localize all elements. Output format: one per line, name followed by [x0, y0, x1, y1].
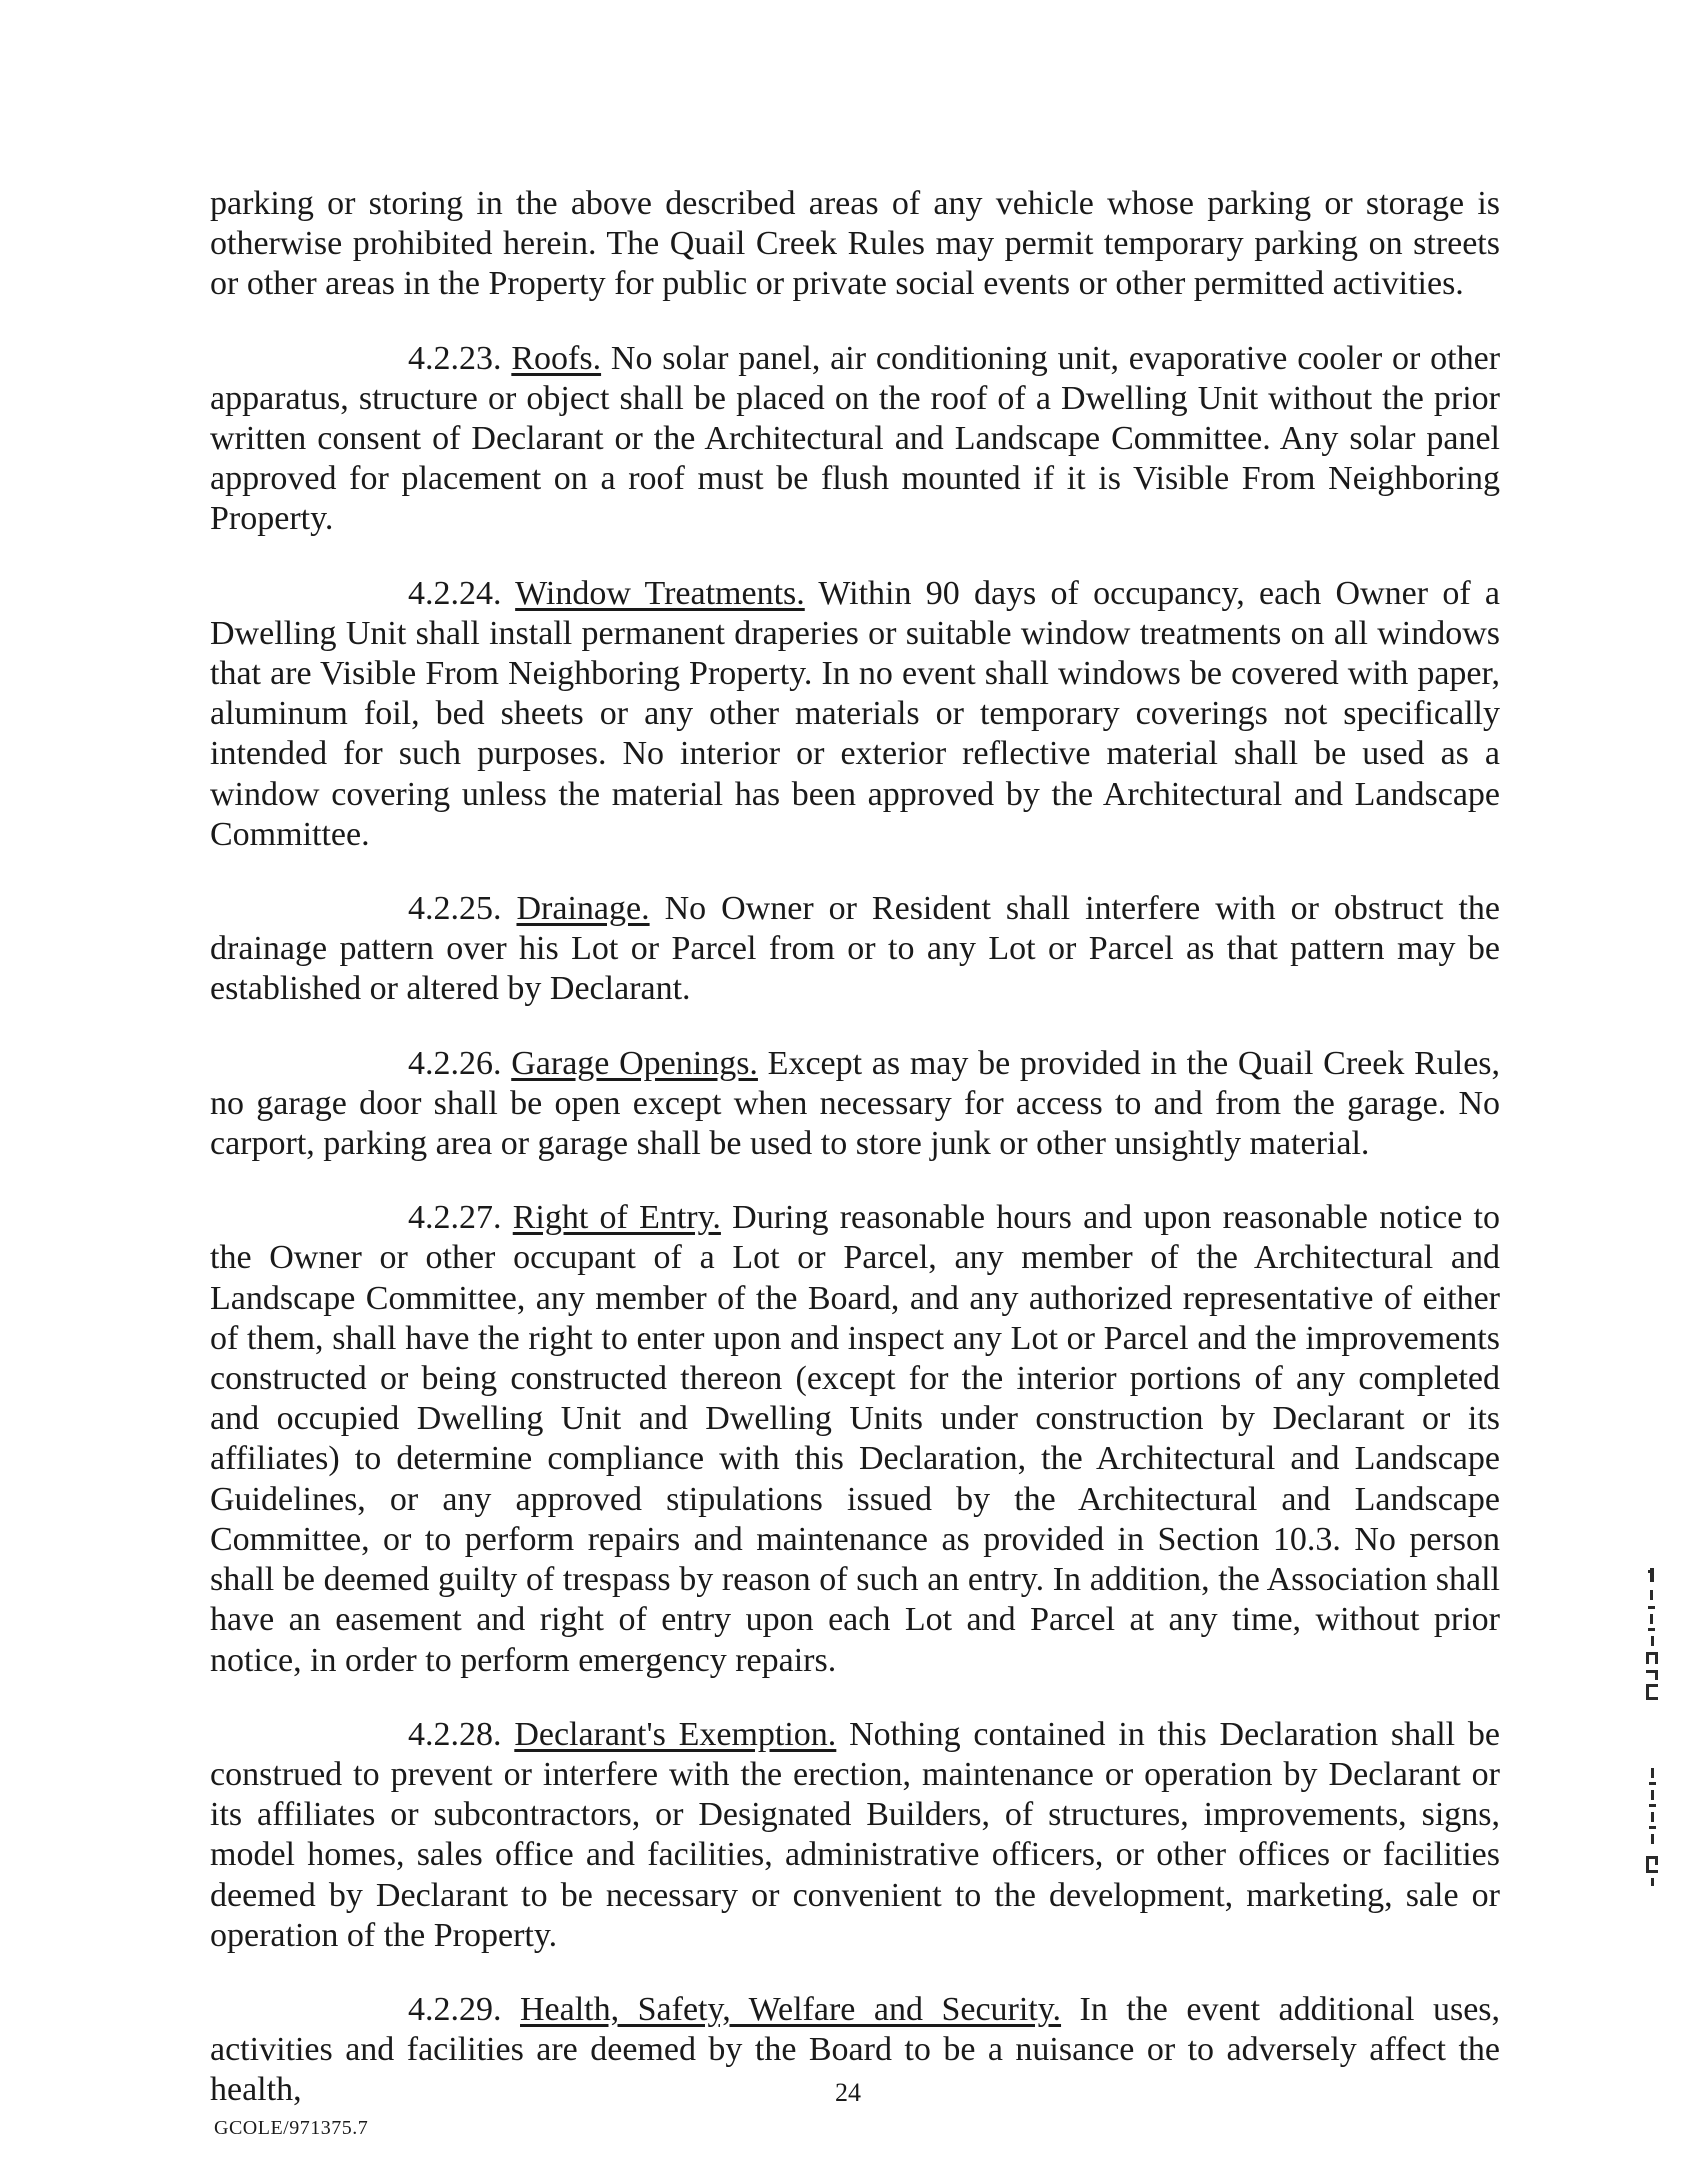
- section-heading: Garage Openings.: [511, 1044, 758, 1082]
- section-text: Except as may be provided in the Quail Creek Rules, no garage door shall be open except when necessary for access to and from the garage. No carport, parking area or garage shall be used to store junk or other unsightly material.: [210, 1044, 1501, 1163]
- section-4-2-23-roofs: [210, 339, 1500, 540]
- section-4-2-24-window-treatments: [210, 574, 1500, 855]
- section-text: Within 90 days of occupancy, each Owner of a Dwelling Unit shall install permanent draperies or suitable window treatments on all windows that are Visible From Neighboring Property. In no event shall windows be covered with paper, aluminum foil, bed sheets or any other materials or temporary coverings not specifically intended for such purposes. No interior or exterior reflective material shall be used as a window covering unless the material has been approved by the Architectural and Landscape Committee.: [210, 574, 1500, 853]
- section-heading: Window Treatments.: [515, 574, 805, 612]
- section-heading: Declarant's Exemption.: [514, 1715, 837, 1753]
- continuation-paragraph: [210, 184, 1500, 305]
- section-text: Nothing contained in this Declaration shall be construed to prevent or interfere with the erection, maintenance or operation by Declarant or its affiliates or subcontractors, or Designated Builders, of structures, improvements, signs, model homes, sales office and facilities, administrative officers, or other offices or facilities deemed by Declarant to be necessary or convenient to the development, marketing, sale or operation of the Property.: [210, 1715, 1501, 1954]
- section-number: 4.2.27.: [408, 1199, 502, 1237]
- section-4-2-27-right-of-entry: [210, 1198, 1500, 1680]
- recording-stamp-icon: [1638, 1568, 1668, 1928]
- section-text: During reasonable hours and upon reasonable notice to the Owner or other occupant of a Lot or Parcel, any member of the Architectural and Landscape Committee, any member of the Board, and any authorized representative of either of them, shall have the right to enter upon and inspect any Lot or Parcel and the improvements constructed or being constructed thereon (except for the interior portions of any completed and occupied Dwelling Unit and Dwelling Units under construction by Declarant or its affiliates) to determine compliance with this Declaration, the Architectural and Landscape Guidelines, or any approved stipulations issued by the Architectural and Landscape Committee, or to perform repairs and maintenance as provided in Section 10.3. No person shall be deemed guilty of trespass by reason of such an entry. In addition, the Association shall have an easement and right of entry upon each Lot and Parcel at any time, without prior notice, in order to perform emergency repairs.: [210, 1199, 1500, 1679]
- section-heading: Health, Safety, Welfare and Security.: [520, 1990, 1062, 2028]
- section-text: No solar panel, air conditioning unit, evaporative cooler or other apparatus, structure or object shall be placed on the roof of a Dwelling Unit without the prior written consent of Declarant or the Architectural and Landscape Committee. Any solar panel approved for placement on a roof must be flush mounted if it is Visible From Neighboring Property.: [210, 339, 1501, 538]
- section-4-2-28-declarants-exemption: [210, 1715, 1500, 1956]
- section-4-2-25-drainage: [210, 889, 1500, 1010]
- page-number: 24: [835, 2078, 861, 2107]
- section-text: In the event additional uses, activities and facilities are deemed by the Board to be a nuisance or to adversely affect the health,: [210, 1990, 1501, 2109]
- document-id: GCOLE/971375.7: [214, 2117, 369, 2139]
- section-number: 4.2.24.: [408, 574, 502, 612]
- section-number: 4.2.23.: [408, 339, 502, 377]
- section-number: 4.2.25.: [408, 890, 502, 928]
- continuation-text: parking or storing in the above described areas of any vehicle whose parking or storage is otherwise prohibited herein. The Quail Creek Rules may permit temporary parking on streets or other areas in the Property for public or private social events or other permitted activities.: [210, 185, 1500, 303]
- section-heading: Roofs.: [511, 339, 602, 377]
- section-heading: Drainage.: [516, 890, 650, 928]
- document-body: [210, 184, 1500, 2145]
- section-heading: Right of Entry.: [512, 1199, 721, 1237]
- section-number: 4.2.28.: [408, 1715, 502, 1753]
- section-number: 4.2.26.: [408, 1044, 502, 1082]
- section-4-2-26-garage-openings: [210, 1044, 1500, 1165]
- section-number: 4.2.29.: [408, 1990, 502, 2028]
- section-text: No Owner or Resident shall interfere with or obstruct the drainage pattern over his Lot or Parcel from or to any Lot or Parcel as that pattern may be established or altered by Declarant.: [210, 890, 1500, 1008]
